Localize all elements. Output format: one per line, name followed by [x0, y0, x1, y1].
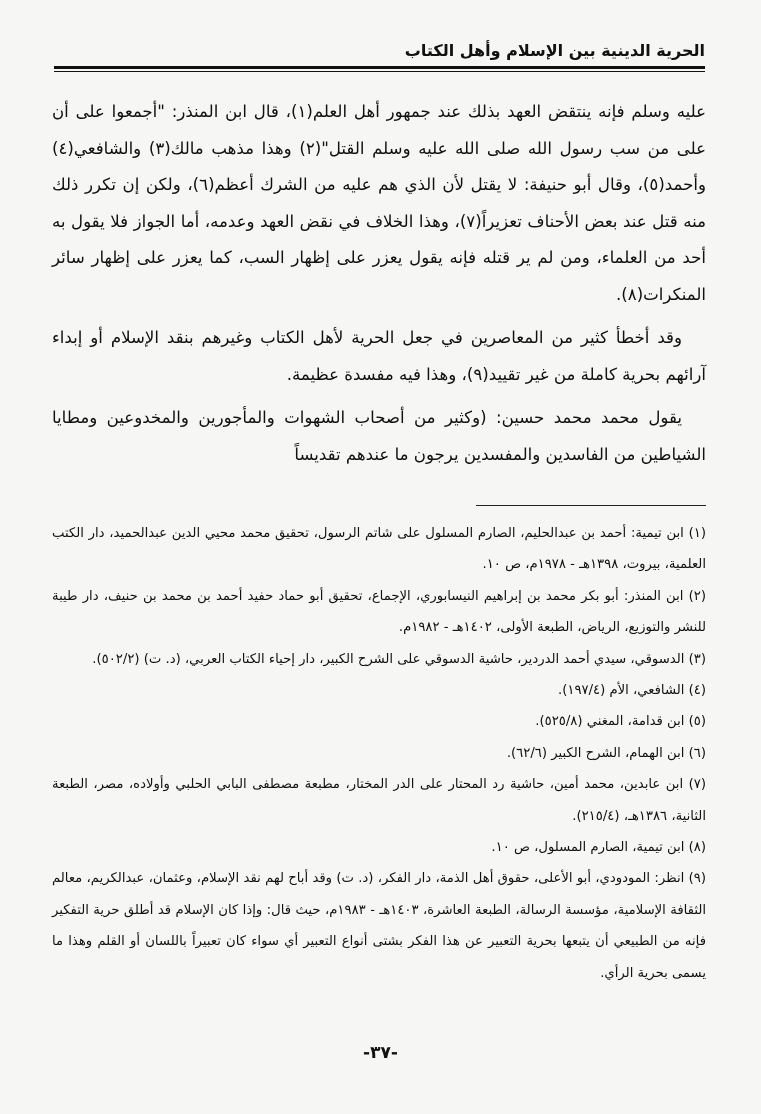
footnote-3: (٣) الدسوقي، سيدي أحمد الدردير، حاشية الدسوقي على الشرح الكبير، دار إحياء الكتاب العربي، (د. ت) (٥٠٢/٢).	[92, 651, 706, 667]
footnote-2: (٢) ابن المنذر: أبو بكر محمد بن إبراهيم النيسابوري، الإجماع، تحقيق أبو حماد حفيد أحمد بن محمد بن حنيف، دار طيبة للنشر والتوزيع، الرياض، الطبعة الأولى، ١٤٠٢هـ - ١٩٨٢م.	[52, 588, 706, 636]
header-rule-thin	[54, 71, 705, 72]
page-number: -٣٧-	[363, 1043, 398, 1063]
footnote-8: (٨) ابن تيمية، الصارم المسلول، ص ١٠.	[491, 840, 706, 856]
paragraph-1: عليه وسلم فإنه ينتقض العهد بذلك عند جمهور أهل العلم(١)، قال ابن المنذر: "أجمعوا على أن على من سب رسول الله صلى الله عليه وسلم القتل"(٢) وهذا مذهب مالك(٣) والشافعي(٤) وأحمد(٥)، وقال أبو حنيفة: لا يقتل لأن الذي هم عليه من الشرك أعظم(٦)، ولكن إن تكرر ذلك منه قتل عند بعض الأحناف تعزيراً(٧)، وهذا الخلاف في نقض العهد وعدمه، أما الجواز فلا يقول به أحد من العلماء، ومن لم ير قتله فإنه يقول يعزر على إظهار السب، كما يعزر على إظهار سائر المنكرات(٨).	[52, 102, 707, 304]
paragraph-2: وقد أخطأ كثير من المعاصرين في جعل الحرية لأهل الكتاب وغيرهم بنقد الإسلام أو إبداء آرائهم بحرية كاملة من غير تقييد(٩)، وهذا فيه مفسدة عظيمة.	[52, 328, 706, 384]
main-text	[52, 94, 706, 473]
footnote-5: (٥) ابن قدامة، المغني (٥٢٥/٨).	[535, 714, 706, 730]
footnotes	[52, 518, 706, 989]
footnote-7: (٧) ابن عابدين، محمد أمين، حاشية رد المحتار على الدر المختار، مطبعة مصطفى البابي الحلبي وأولاده، مصر، الطبعة الثانية، ١٣٨٦هـ، (٢١٥/٤).	[52, 777, 706, 824]
header-rule-thick	[54, 66, 705, 69]
footnote-6: (٦) ابن الهمام، الشرح الكبير (٦٢/٦).	[506, 745, 706, 761]
footnote-1: (١) ابن تيمية: أحمد بن عبدالحليم، الصارم المسلول على شاتم الرسول، تحقيق محمد محيي الدين عبدالحميد، دار الكتب العلمية، بيروت، ١٣٩٨هـ - ١٩٧٨م، ص ١٠.	[52, 526, 706, 573]
footnote-9: (٩) انظر: المودودي، أبو الأعلى، حقوق أهل الذمة، دار الفكر، (د. ت) وقد أباح لهم نقد الإسلام، وعثمان، عبدالكريم، معالم الثقافة الإسلامية، مؤسسة الرسالة، الطبعة العاشرة، ١٤٠٣هـ - ١٩٨٣م، حيث قال: وإذا كان الإسلام قد أطلق حرية التفكير فإنه من الطبيعي أن يتبعها بحرية التعبير عن هذا الفكر بشتى أنواع التعبير أي سواء كان تعبيراً باللسان أو القلم وهذا ما يسمى بحرية الرأي.	[52, 871, 707, 981]
footnote-4: (٤) الشافعي، الأم (١٩٧/٤).	[558, 683, 706, 699]
footnote-separator	[476, 505, 706, 506]
running-header: الحرية الدينية بين الإسلام وأهل الكتاب	[404, 41, 705, 60]
paragraph-3: يقول محمد محمد حسين: (وكثير من أصحاب الشهوات والمأجورين والمخدوعين ومطايا الشياطين من الفاسدين والمفسدين يرجون ما عندهم تقديساً	[52, 408, 706, 464]
